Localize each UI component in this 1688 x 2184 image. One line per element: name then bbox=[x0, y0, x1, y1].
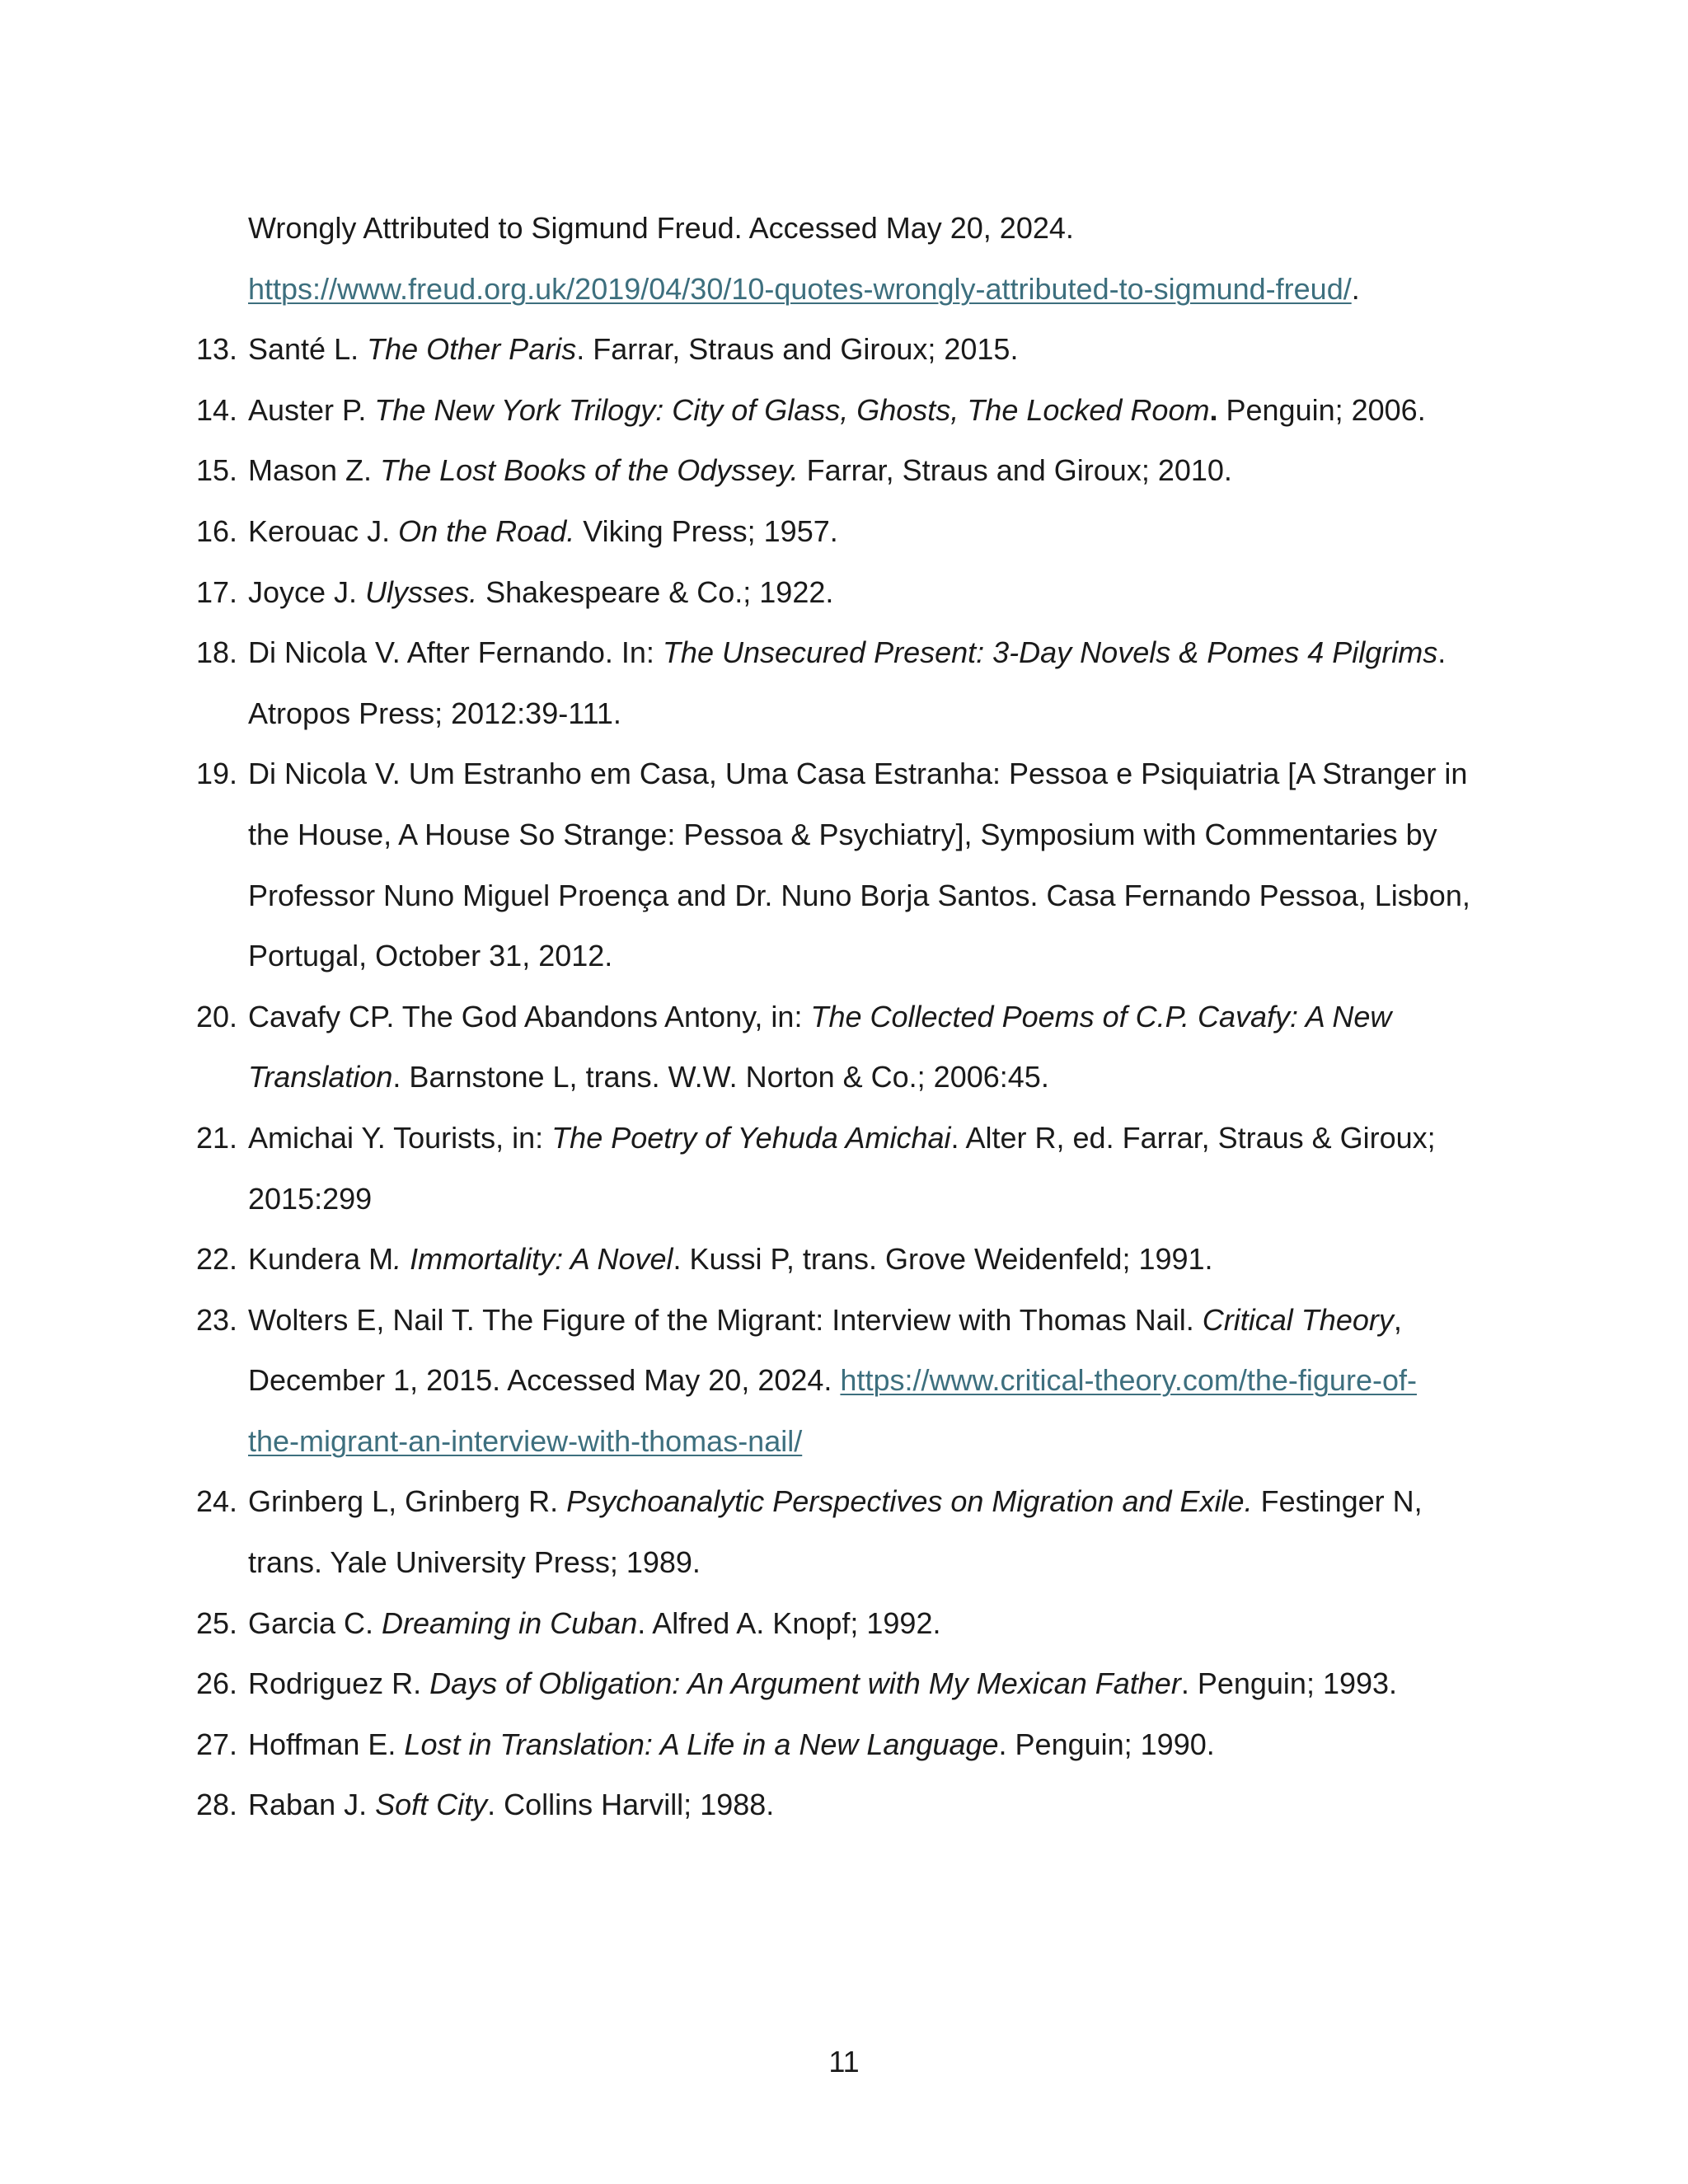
reference-title: Ulysses. bbox=[365, 574, 478, 609]
reference-number: 23. bbox=[196, 1302, 238, 1337]
reference-publisher: . Penguin; 1990. bbox=[998, 1727, 1215, 1761]
reference-number: 18. bbox=[196, 635, 238, 670]
reference-author: Kundera M bbox=[248, 1242, 394, 1277]
reference-number: 17. bbox=[196, 574, 238, 609]
reference-line-2 bbox=[248, 1350, 1482, 1411]
reference-number: 19. bbox=[196, 757, 238, 791]
reference-publisher: Shakespeare & Co.; 1922. bbox=[477, 574, 834, 609]
reference-16 bbox=[196, 501, 1482, 562]
reference-line-2: trans. Yale University Press; 1989. bbox=[248, 1545, 701, 1580]
reference-line-4: Portugal, October 31, 2012. bbox=[248, 939, 613, 973]
reference-number: 13. bbox=[196, 332, 238, 367]
reference-line-2: 2015:299 bbox=[248, 1181, 373, 1216]
reference-number: 20. bbox=[196, 999, 238, 1033]
reference-publisher: . Farrar, Straus and Giroux; 2015. bbox=[576, 332, 1019, 367]
reference-line-3 bbox=[248, 1411, 1482, 1472]
reference-12-line: Wrongly Attributed to Sigmund Freud. Accessed May 20, 2024. bbox=[248, 211, 1074, 245]
reference-title: The New York Trilogy: City of Glass, Ghosts, The Locked Room bbox=[374, 392, 1210, 427]
reference-title: Days of Obligation: An Argument with My Mexican Father bbox=[429, 1666, 1181, 1701]
reference-punct: . bbox=[1437, 635, 1447, 670]
reference-17 bbox=[196, 562, 1482, 623]
reference-journal: Critical Theory bbox=[1202, 1302, 1394, 1337]
reference-author: Rodriguez R. bbox=[248, 1666, 430, 1701]
critical-theory-link[interactable]: https://www.critical-theory.com/the-figure-of- bbox=[840, 1363, 1417, 1398]
reference-18 bbox=[196, 622, 1482, 743]
reference-23 bbox=[196, 1290, 1482, 1472]
reference-title: The Collected Poems of C.P. Cavafy: A New bbox=[810, 999, 1392, 1033]
reference-number: 15. bbox=[196, 453, 238, 488]
reference-title: . Immortality: A Novel bbox=[393, 1242, 673, 1277]
reference-24 bbox=[196, 1471, 1482, 1592]
reference-19 bbox=[196, 743, 1482, 986]
reference-20 bbox=[196, 987, 1482, 1108]
reference-publisher: Penguin; 2006. bbox=[1217, 392, 1426, 427]
reference-title: Lost in Translation: A Life in a New Language bbox=[404, 1727, 999, 1761]
reference-13 bbox=[196, 319, 1482, 380]
reference-accessed: December 1, 2015. Accessed May 20, 2024. bbox=[248, 1363, 841, 1398]
reference-author: Hoffman E. bbox=[248, 1727, 405, 1761]
reference-title: Soft City bbox=[375, 1788, 488, 1822]
reference-line-2: the House, A House So Strange: Pessoa & Psychiatry], Symposium with Commentaries by bbox=[248, 817, 1437, 851]
reference-21 bbox=[196, 1108, 1482, 1229]
page-number: 11 bbox=[828, 2045, 860, 2079]
reference-line-1: Di Nicola V. Um Estranho em Casa, Uma Casa Estranha: Pessoa e Psiquiatria [A Stranger in bbox=[248, 757, 1468, 791]
reference-title: The Unsecured Present: 3-Day Novels & Pomes 4 Pilgrims bbox=[662, 635, 1438, 670]
reference-12-url-line bbox=[248, 259, 1482, 320]
reference-bold-period: . bbox=[1209, 392, 1218, 427]
reference-26 bbox=[196, 1653, 1482, 1714]
freud-quotes-link[interactable]: https://www.freud.org.uk/2019/04/30/10-quotes-wrongly-attributed-to-sigmund-freud/ bbox=[248, 271, 1352, 306]
reference-title: Psychoanalytic Perspectives on Migration and Exile. bbox=[566, 1484, 1253, 1519]
reference-number: 26. bbox=[196, 1666, 238, 1701]
reference-author: Grinberg L, Grinberg R. bbox=[248, 1484, 567, 1519]
reference-27 bbox=[196, 1714, 1482, 1775]
reference-line-3: Professor Nuno Miguel Proença and Dr. Nuno Borja Santos. Casa Fernando Pessoa, Lisbon, bbox=[248, 878, 1470, 912]
reference-title: Dreaming in Cuban bbox=[382, 1605, 638, 1640]
reference-publisher: . Penguin; 1993. bbox=[1180, 1666, 1398, 1701]
reference-line-1 bbox=[248, 987, 1482, 1047]
reference-author: Santé L. bbox=[248, 332, 368, 367]
reference-author: Raban J. bbox=[248, 1788, 376, 1822]
reference-translator: Festinger N, bbox=[1252, 1484, 1423, 1519]
reference-22 bbox=[196, 1229, 1482, 1290]
reference-author: Auster P. bbox=[248, 392, 375, 427]
reference-line-1 bbox=[248, 1290, 1482, 1351]
reference-title: The Poetry of Yehuda Amichai bbox=[551, 1120, 951, 1155]
reference-punct: , bbox=[1393, 1302, 1402, 1337]
reference-number: 21. bbox=[196, 1120, 238, 1155]
reference-publisher: . Collins Harvill; 1988. bbox=[487, 1788, 775, 1822]
reference-line-2: Atropos Press; 2012:39-111. bbox=[248, 696, 621, 730]
reference-number: 27. bbox=[196, 1727, 238, 1761]
reference-25 bbox=[196, 1593, 1482, 1654]
reference-publisher: . Barnstone L, trans. W.W. Norton & Co.; 2006:45. bbox=[392, 1060, 1049, 1094]
reference-list bbox=[196, 198, 1482, 1835]
reference-author: Cavafy CP. The God Abandons Antony, in: bbox=[248, 999, 811, 1033]
reference-title: On the Road. bbox=[398, 513, 575, 548]
reference-title: The Other Paris bbox=[367, 332, 577, 367]
reference-line-2 bbox=[248, 1047, 1482, 1108]
reference-12-period: . bbox=[1351, 271, 1360, 306]
reference-number: 16. bbox=[196, 513, 238, 548]
reference-number: 28. bbox=[196, 1788, 238, 1822]
reference-author: Joyce J. bbox=[248, 574, 366, 609]
reference-publisher: Farrar, Straus and Giroux; 2010. bbox=[798, 453, 1232, 488]
reference-number: 22. bbox=[196, 1242, 238, 1277]
reference-title: The Lost Books of the Odyssey. bbox=[380, 453, 799, 488]
reference-12-continuation bbox=[196, 198, 1482, 319]
critical-theory-link-cont[interactable]: the-migrant-an-interview-with-thomas-nail/ bbox=[248, 1423, 803, 1458]
reference-publisher: . Kussi P, trans. Grove Weidenfeld; 1991. bbox=[673, 1242, 1213, 1277]
reference-author: Wolters E, Nail T. The Figure of the Migrant: Interview with Thomas Nail. bbox=[248, 1302, 1203, 1337]
reference-number: 25. bbox=[196, 1605, 238, 1640]
reference-title-cont: Translation bbox=[248, 1060, 393, 1094]
reference-author: Di Nicola V. After Fernando. In: bbox=[248, 635, 663, 670]
reference-publisher: . Alter R, ed. Farrar, Straus & Giroux; bbox=[950, 1120, 1436, 1155]
reference-publisher: Viking Press; 1957. bbox=[574, 513, 838, 548]
reference-author: Garcia C. bbox=[248, 1605, 382, 1640]
reference-author: Kerouac J. bbox=[248, 513, 399, 548]
reference-15 bbox=[196, 440, 1482, 501]
reference-28 bbox=[196, 1774, 1482, 1835]
reference-author: Mason Z. bbox=[248, 453, 381, 488]
reference-number: 14. bbox=[196, 392, 238, 427]
reference-publisher: . Alfred A. Knopf; 1992. bbox=[637, 1605, 941, 1640]
reference-14 bbox=[196, 380, 1482, 441]
reference-author: Amichai Y. Tourists, in: bbox=[248, 1120, 552, 1155]
reference-number: 24. bbox=[196, 1484, 238, 1519]
